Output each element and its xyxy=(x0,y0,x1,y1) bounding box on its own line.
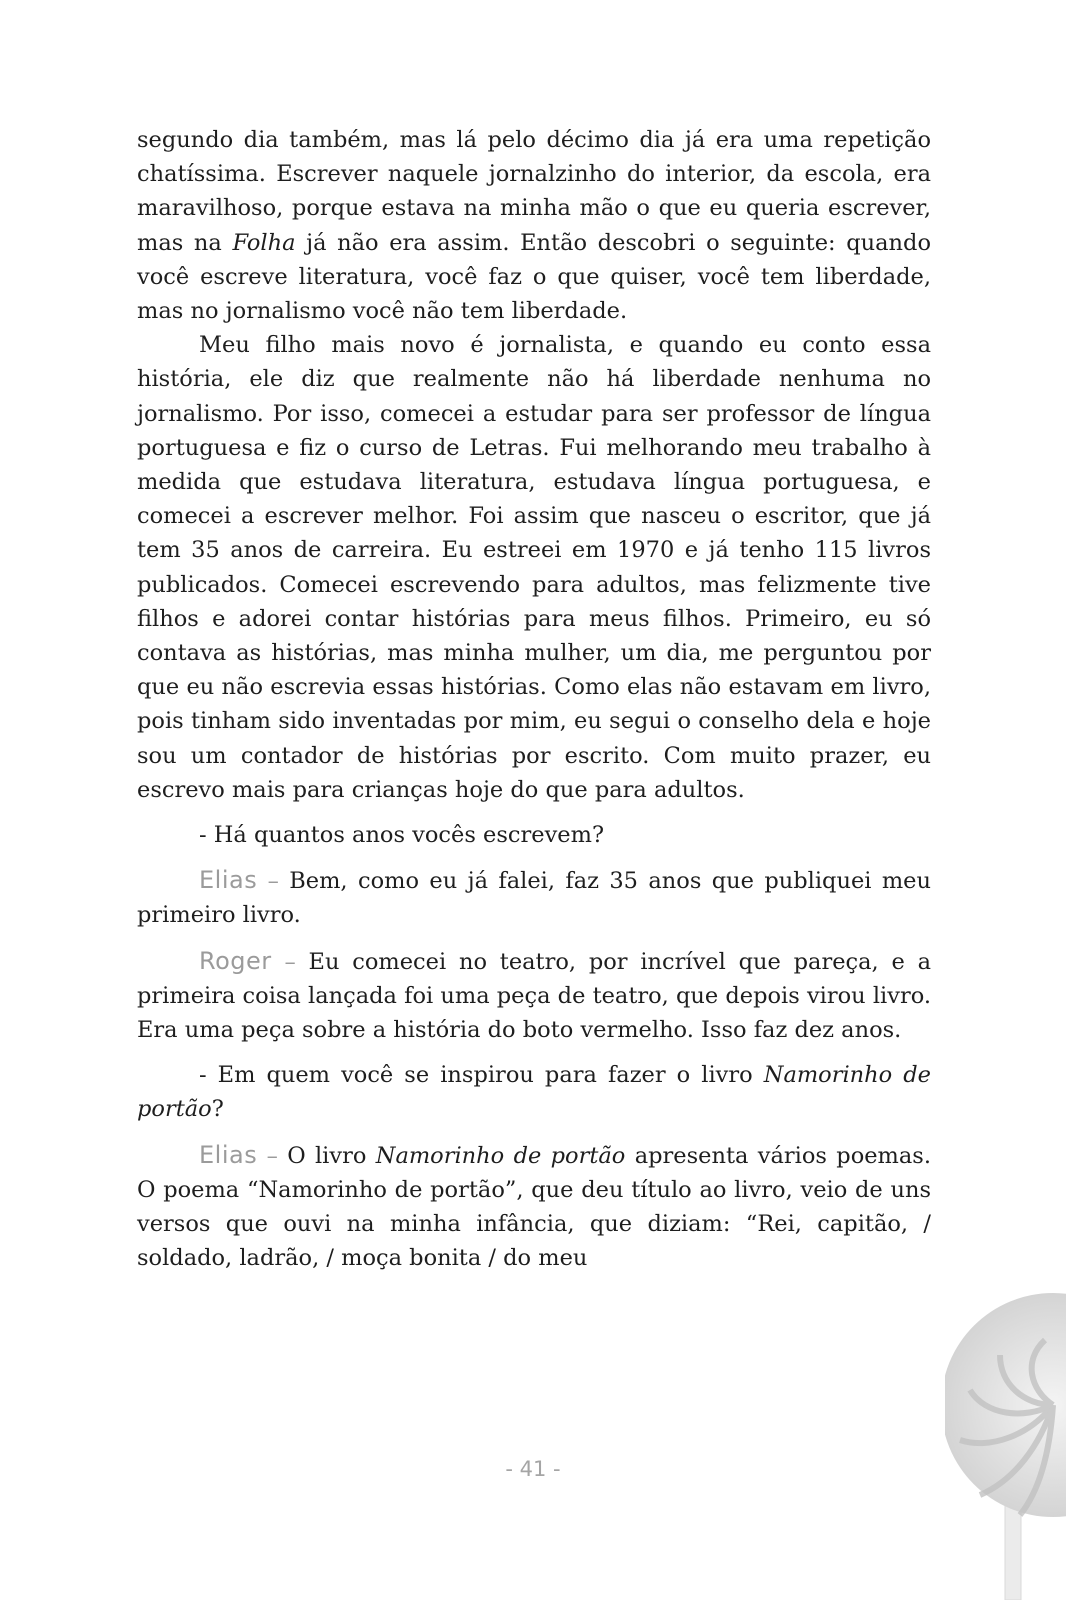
publication-name: Folha xyxy=(232,229,296,256)
paragraph-continuation xyxy=(137,123,931,328)
answer-text: O livro xyxy=(287,1142,376,1169)
speaker-dash: – xyxy=(284,948,296,975)
body-text xyxy=(137,123,931,1276)
speaker-dash: – xyxy=(266,1142,278,1169)
interview-question xyxy=(137,1058,931,1126)
book-title: Namorinho de portão xyxy=(375,1142,626,1169)
answer-text: Bem, como eu já falei, faz 35 anos que publiquei meu primeiro livro. xyxy=(137,868,931,929)
question-text: - Há quantos anos vocês escrevem? xyxy=(199,822,605,849)
paragraph xyxy=(137,328,931,807)
book-title: Namorinho de portão xyxy=(137,1062,931,1123)
question-text: ? xyxy=(211,1096,224,1123)
speaker-name: Roger xyxy=(199,946,272,975)
interview-answer xyxy=(137,863,931,932)
interview-question xyxy=(137,818,931,852)
speaker-dash: – xyxy=(267,868,279,895)
page-number: - 41 - xyxy=(505,1457,561,1481)
interview-answer xyxy=(137,1138,931,1276)
question-text: - Em quem você se inspirou para fazer o livro xyxy=(199,1062,764,1089)
lollipop-icon xyxy=(945,1280,1066,1600)
speaker-name: Elias xyxy=(199,1140,258,1169)
paragraph-text: segundo dia também, mas lá pelo décimo dia já era uma repetição chatíssima. Escrever naquele jornalzinho do interior, da escola, era maravilhoso, porque estava na minha mão o que eu queria escrever, mas na xyxy=(137,127,931,256)
interview-answer xyxy=(137,944,931,1048)
answer-text: apresenta vários poemas. O poema “Namorinho de portão”, que deu título ao livro, veio de uns versos que ouvi na minha infância, que diziam: “Rei, capitão, / soldado, ladrão, / moça bonita / do meu xyxy=(137,1142,932,1272)
paragraph-text: já não era assim. Então descobri o seguinte: quando você escreve literatura, você faz o que quiser, você tem liberdade, mas no jornalismo você não tem liberdade. xyxy=(137,229,931,325)
answer-text: Eu comecei no teatro, por incrível que pareça, e a primeira coisa lançada foi uma peça de teatro, que depois virou livro. Era uma peça sobre a história do boto vermelho. Isso faz dez anos. xyxy=(137,948,932,1044)
paragraph-text: Meu filho mais novo é jornalista, e quando eu conto essa história, ele diz que realmente não há liberdade nenhuma no jornalismo. Por isso, comecei a estudar para ser professor de língua portuguesa e fiz o curso de Letras. Fui melhorando meu trabalho à medida que estudava literatura, estudava língua portuguesa, e comecei a escrever melhor. Foi assim que nasceu o escritor, que já tem 35 anos de carreira. Eu estreei em 1970 e já tenho 115 livros publicados. Comecei escrevendo para adultos, mas felizmente tive filhos e adorei contar histórias para meus filhos. Primeiro, eu só contava as histórias, mas minha mulher, um dia, me perguntou por que eu não escrevia essas histórias. Como elas não estavam em livro, pois tinham sido inventadas por mim, eu segui o conselho dela e hoje sou um contador de histórias por escrito. Com muito prazer, eu escrevo mais para crianças hoje do que para adultos. xyxy=(137,332,931,803)
speaker-name: Elias xyxy=(199,866,258,895)
